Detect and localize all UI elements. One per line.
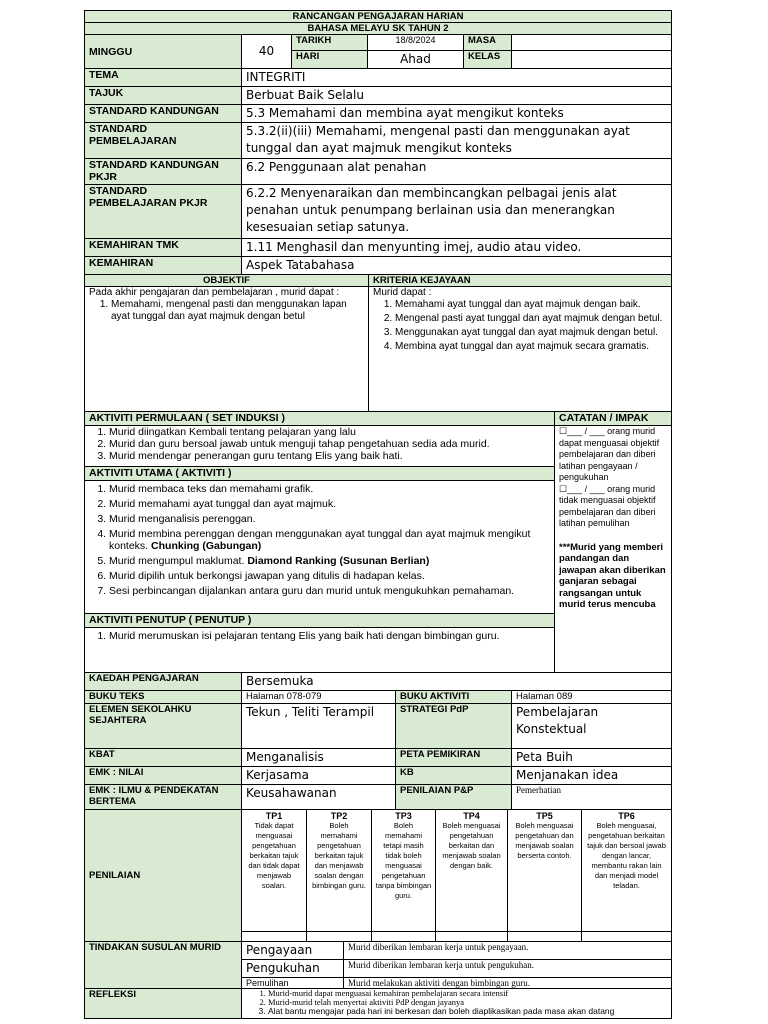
utama-item (109, 513, 554, 525)
tp5-heading: TP5 (536, 810, 553, 821)
utama-item-text: Murid mengumpul maklumat. (109, 555, 248, 567)
ilmu-value: Keusahawanan (242, 784, 396, 809)
tp3-desc: Boleh memahami tetapi masih tidak boleh menguasai pengetahuan tanpa bimbingan guru. (375, 820, 432, 900)
catatan-note: ***Murid yang memberi pandangan dan jawapan akan diberikan ganjaran sebagai rangsangan untuk murid terus mencuba (559, 541, 666, 610)
plan-title: RANCANGAN PENGAJARAN HARIAN (85, 11, 672, 23)
utama-item (109, 528, 554, 552)
catatan-cell (555, 426, 672, 673)
utama-body (85, 481, 554, 613)
strategi-value: Pembelajaran Konstektual (512, 703, 672, 748)
spp-value: 6.2.2 Menyenaraikan dan membincangkan pelbagai jenis alat penahan untuk penumpang berlainan usia dan menerangkan kesesuaian setiap satunya. (242, 185, 672, 239)
tp3-cell (372, 809, 436, 931)
utama-item-text: Murid menganalisis perenggan. (109, 513, 256, 525)
sk-label: STANDARD KANDUNGAN (85, 105, 242, 123)
bukuaktiviti-value: Halaman 089 (512, 690, 672, 703)
penilaian-pdp-label: PENILAIAN P&P (396, 784, 512, 809)
utama-item (109, 570, 554, 582)
permulaan-header: AKTIVITI PERMULAAN ( SET INDUKSI ) (85, 412, 555, 426)
skp-label: STANDARD KANDUNGAN PKJR (85, 159, 242, 185)
catatan-line-1: ☐___ / ___ orang murid dapat menguasai objektif pembelajaran dan diberi latihan pengayaan / pengukuhan (559, 426, 660, 482)
hari-value: Ahad (368, 51, 464, 69)
peta-value: Peta Buih (512, 748, 672, 766)
refleksi-cell (242, 988, 672, 1018)
tp4-cell (436, 809, 508, 931)
kelas-value (512, 51, 672, 69)
kriteria-header: KRITERIA KEJAYAAN (369, 275, 672, 287)
masa-value (512, 35, 672, 51)
tp2-heading: TP2 (330, 810, 348, 821)
susulan-label: TINDAKAN SUSULAN MURID (85, 941, 242, 988)
kaedah-value: Bersemuka (242, 672, 672, 690)
permulaan-item: 2. Murid dan guru bersoal jawab untuk menguji tahap pengetahuan sedia ada murid. (109, 438, 554, 450)
tp5-cell (508, 809, 582, 931)
kriteria-intro: Murid dapat : (373, 287, 432, 298)
utama-item (109, 555, 554, 567)
kemahiran-value: Aspek Tatabahasa (242, 257, 672, 275)
bukuaktiviti-label: BUKU AKTIVITI (396, 690, 512, 703)
utama-item (109, 585, 554, 597)
tarikh-label: TARIKH (292, 35, 368, 51)
permulaan-item: 1. Murid diingatkan Kembali tentang pelajaran yang lalu (109, 426, 554, 438)
masa-label: MASA (464, 35, 512, 51)
tmk-label: KEMAHIRAN TMK (85, 239, 242, 257)
penilaian-table (84, 809, 672, 942)
penutup-body (85, 628, 554, 672)
catatan-line-2: ☐___ / ___ orang murid tidak menguasai objektif pembelajaran dan diberi latihan pemulihan (559, 483, 656, 528)
header-table (84, 10, 672, 275)
utama-item-text: Murid memahami ayat tunggal dan ayat majmuk. (109, 498, 337, 510)
bukuteks-value: Halaman 078-079 (242, 690, 396, 703)
susulan-value: Murid diberikan lembaran kerja untuk pengayaan. (344, 941, 672, 959)
hari-label: HARI (292, 51, 368, 69)
tp2-desc: Boleh memahami pengetahuan berkaitan tajuk dan menjawab soalan dengan bimbingan guru. (312, 820, 366, 890)
tp1-cell (242, 809, 307, 931)
refleksi-item: 3. Alat bantu mengajar pada hari ini berkesan dan boleh diaplikasikan pada masa akan datang (268, 1007, 669, 1016)
spp-label: STANDARD PEMBELAJARAN PKJR (85, 185, 242, 239)
utama-item-text: Murid membina perenggan dengan menggunakan ayat tunggal dan ayat majmuk mengikut konteks. (109, 528, 531, 552)
utama-item-text: Sesi perbincangan dijalankan antara guru dan murid untuk mengukuhkan pemahaman. (109, 585, 515, 597)
refleksi-item: 1. Murid-murid dapat menguasai kemahiran pembelajaran secara intensif (268, 989, 669, 998)
utama-item-strategy: Diamond Ranking (Susunan Berlian) (247, 555, 430, 567)
kemahiran-label: KEMAHIRAN (85, 257, 242, 275)
refleksi-table (84, 988, 672, 1019)
susulan-table (84, 941, 672, 989)
minggu-label: MINGGU (85, 35, 242, 69)
penilaian-pdp-value: Pemerhatian (512, 784, 672, 809)
sp-label: STANDARD PEMBELAJARAN (85, 123, 242, 159)
refleksi-label: REFLEKSI (85, 988, 242, 1018)
objektif-cell (85, 287, 369, 412)
tp4-desc: Boleh menguasai pengetahuan berkaitan dan menjawab soalan dengan baik. (442, 820, 501, 870)
susulan-key: Pemulihan (242, 977, 344, 988)
kriteria-item: 1. Memahami ayat tunggal dan ayat majmuk dengan baik. (395, 299, 667, 311)
permulaan-body (85, 426, 554, 466)
skp-value: 6.2 Penggunaan alat penahan (242, 159, 672, 185)
kbat-value: Menganalisis (242, 748, 396, 766)
strategi-label: STRATEGI PdP (396, 703, 512, 748)
refleksi-item: 2. Murid-murid telah menyertai aktiviti PdP dengan jayanya (268, 998, 669, 1007)
utama-item-text: Murid dipilih untuk berkongsi jawapan yang ditulis di hadapan kelas. (109, 570, 425, 582)
tp-mark-cell (307, 931, 372, 941)
plan-subtitle: BAHASA MELAYU SK TAHUN 2 (85, 23, 672, 35)
tp1-desc: Tidak dapat menguasai pengetahuan berkaitan tajuk dan tidak dapat menjawab soalan. (248, 820, 300, 890)
permulaan-item: 3. Murid mendengar penerangan guru tentang Elis yang baik hati. (109, 450, 554, 462)
kriteria-item: 2. Mengenal pasti ayat tunggal dan ayat majmuk dengan betul. (395, 313, 667, 325)
kbat-label: KBAT (85, 748, 242, 766)
tajuk-value: Berbuat Baik Selalu (242, 87, 672, 105)
elemen-label: ELEMEN SEKOLAHKU SEJAHTERA (85, 703, 242, 748)
tp5-desc: Boleh menguasai pengetahuan dan menjawab soalan berserta contoh. (515, 820, 574, 860)
objektif-table (84, 274, 672, 412)
info-table (84, 672, 672, 810)
sk-value: 5.3 Memahami dan membina ayat mengikut konteks (242, 105, 672, 123)
tp-mark-cell (436, 931, 508, 941)
penutup-header: AKTIVITI PENUTUP ( PENUTUP ) (85, 613, 554, 628)
tp6-desc: Boleh menguasai, pengetahuan berkaitan tajuk dan bersoal jawab dengan lancar, membantu rakan lain dan menjadi model teladan. (587, 820, 666, 890)
penilaian-label: PENILAIAN (85, 809, 242, 941)
kb-value: Menjanakan idea (512, 766, 672, 784)
kaedah-label: KAEDAH PENGAJARAN (85, 672, 242, 690)
sp-value: 5.3.2(ii)(iii) Memahami, mengenal pasti dan menggunakan ayat tunggal dan ayat majmuk mengikut konteks (242, 123, 672, 159)
utama-item-strategy: Chunking (Gabungan) (151, 540, 262, 552)
tp6-cell (582, 809, 672, 931)
tp-mark-cell (508, 931, 582, 941)
tp-mark-cell (582, 931, 672, 941)
objektif-intro: Pada akhir pengajaran dan pembelajaran , murid dapat : (89, 287, 340, 298)
utama-item (109, 483, 554, 495)
peta-label: PETA PEMIKIRAN (396, 748, 512, 766)
kelas-label: KELAS (464, 51, 512, 69)
objektif-item: 1. Memahami, mengenal pasti dan menggunakan lapan ayat tunggal dan ayat majmuk dengan betul (111, 299, 364, 323)
tmk-value: 1.11 Menghasil dan menyunting imej, audio atau video. (242, 239, 672, 257)
tp-mark-cell (242, 931, 307, 941)
objektif-header: OBJEKTIF (85, 275, 369, 287)
utama-item-text: Murid membaca teks dan memahami grafik. (109, 483, 314, 495)
nilai-label: EMK : NILAI (85, 766, 242, 784)
tp2-cell (307, 809, 372, 931)
ilmu-label: EMK : ILMU & PENDEKATAN BERTEMA (85, 784, 242, 809)
susulan-key: Pengayaan (242, 941, 344, 959)
kriteria-cell (369, 287, 672, 412)
nilai-value: Kerjasama (242, 766, 396, 784)
tajuk-label: TAJUK (85, 87, 242, 105)
kb-label: KB (396, 766, 512, 784)
elemen-value: Tekun , Teliti Terampil (242, 703, 396, 748)
kriteria-item: 4. Membina ayat tunggal dan ayat majmuk secara gramatis. (395, 341, 667, 353)
tema-label: TEMA (85, 69, 242, 87)
tp3-heading: TP3 (395, 810, 412, 821)
susulan-value: Murid diberikan lembaran kerja untuk pengukuhan. (344, 959, 672, 977)
tp6-heading: TP6 (618, 810, 635, 821)
aktiviti-table (84, 411, 672, 673)
kriteria-item: 3. Menggunakan ayat tunggal dan ayat majmuk dengan betul. (395, 327, 667, 339)
lesson-plan-page (84, 10, 671, 1024)
bukuteks-label: BUKU TEKS (85, 690, 242, 703)
utama-header: AKTIVITI UTAMA ( AKTIVITI ) (85, 466, 554, 481)
tema-value: INTEGRITI (242, 69, 672, 87)
tp1-heading: TP1 (265, 810, 283, 821)
penutup-item: 1. Murid merumuskan isi pelajaran tentang Elis yang baik hati dengan bimbingan guru. (109, 630, 554, 642)
susulan-key: Pengukuhan (242, 959, 344, 977)
tarikh-value: 18/8/2024 (368, 35, 464, 51)
aktiviti-cell (85, 426, 555, 673)
catatan-header: CATATAN / IMPAK (555, 412, 672, 426)
utama-item (109, 498, 554, 510)
tp-mark-cell (372, 931, 436, 941)
susulan-value: Murid melakukan aktiviti dengan bimbingan guru. (344, 977, 672, 988)
minggu-value: 40 (242, 35, 292, 69)
tp4-heading: TP4 (463, 810, 480, 821)
